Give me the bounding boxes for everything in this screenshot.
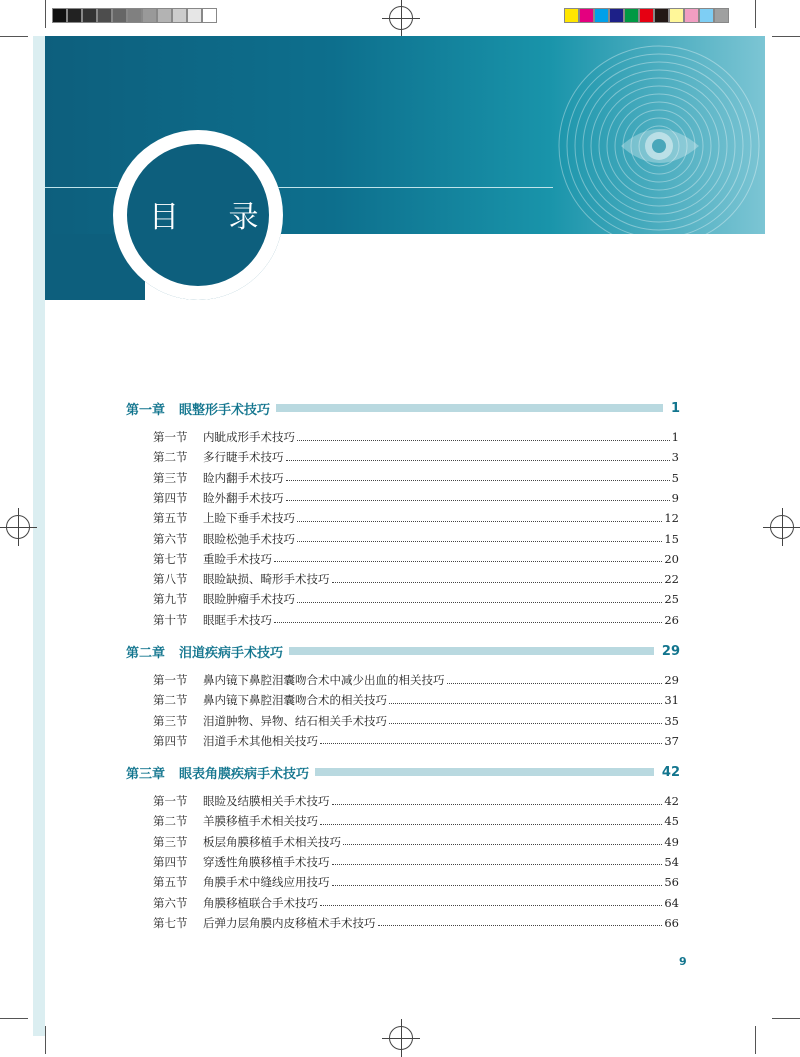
leader-dots — [286, 480, 670, 481]
crop-mark — [755, 0, 756, 28]
toc-entry — [153, 611, 679, 629]
section-title: 多行睫手术技巧 — [203, 450, 284, 465]
grayscale-swatches — [52, 8, 217, 23]
leader-dots — [332, 885, 663, 886]
color-swatch — [112, 8, 127, 23]
color-swatch — [127, 8, 142, 23]
section-page: 26 — [664, 612, 679, 627]
crop-mark — [0, 36, 28, 37]
chapter-title: 眼整形手术技巧 — [179, 402, 271, 418]
section-title: 角膜手术中缝线应用技巧 — [203, 875, 330, 890]
page-title: 目 录 — [149, 200, 279, 235]
section-page: 56 — [664, 875, 679, 890]
section-label: 第九节 — [153, 592, 188, 607]
color-swatch — [172, 8, 187, 23]
section-page: 9 — [671, 490, 679, 505]
leader-dots — [297, 521, 662, 522]
chapter-page: 29 — [661, 643, 680, 659]
color-swatch — [714, 8, 729, 23]
toc-entry — [153, 853, 679, 871]
crop-mark — [772, 1018, 800, 1019]
toc-entry — [153, 590, 679, 608]
chapter-label: 第一章 — [126, 402, 166, 418]
leader-dots — [320, 743, 662, 744]
crop-mark — [755, 1026, 756, 1054]
leader-dots — [389, 723, 662, 724]
toc-entry — [153, 509, 679, 527]
leader-dots — [297, 440, 670, 441]
chapter-label: 第三章 — [126, 766, 166, 782]
left-margin-strip — [33, 36, 45, 1036]
section-title: 泪道肿物、异物、结石相关手术技巧 — [203, 713, 387, 728]
section-page: 20 — [664, 551, 679, 566]
toc-entry — [153, 894, 679, 912]
registration-mark-right — [770, 515, 794, 539]
leader-dots — [320, 905, 662, 906]
toc-entry — [153, 833, 679, 851]
leader-dots — [286, 460, 670, 461]
section-page: 35 — [664, 713, 679, 728]
toc-entry — [153, 792, 679, 810]
eye-decoration — [553, 36, 765, 234]
color-swatch — [624, 8, 639, 23]
section-title: 眼睑缺损、畸形手术技巧 — [203, 572, 330, 587]
chapter-page: 42 — [661, 764, 680, 780]
section-title: 睑外翻手术技巧 — [203, 490, 284, 505]
leader-dots — [274, 622, 662, 623]
toc-entry — [153, 732, 679, 750]
section-title: 板层角膜移植手术相关技巧 — [203, 834, 341, 849]
section-page: 25 — [664, 592, 679, 607]
color-swatch — [82, 8, 97, 23]
section-page: 22 — [664, 572, 679, 587]
section-title: 羊膜移植手术相关技巧 — [203, 814, 318, 829]
toc-entry — [153, 812, 679, 830]
color-swatch — [579, 8, 594, 23]
crop-mark — [45, 0, 46, 28]
leader-dots — [320, 824, 662, 825]
color-swatch — [564, 8, 579, 23]
leader-dots — [378, 925, 663, 926]
section-label: 第六节 — [153, 531, 188, 546]
chapter-heading — [126, 641, 680, 661]
section-label: 第五节 — [153, 511, 188, 526]
chapter-heading — [126, 398, 680, 418]
color-swatch — [52, 8, 67, 23]
section-page: 54 — [664, 854, 679, 869]
section-title: 后弹力层角膜内皮移植术手术技巧 — [203, 915, 376, 930]
leader-dots — [447, 683, 663, 684]
section-label: 第七节 — [153, 915, 188, 930]
registration-mark-top — [389, 6, 413, 30]
section-title: 内眦成形手术技巧 — [203, 430, 295, 444]
section-label: 第五节 — [153, 875, 188, 890]
section-label: 第四节 — [153, 854, 188, 869]
toc-entry — [153, 530, 679, 548]
section-label: 第二节 — [153, 450, 188, 465]
toc-entry — [153, 712, 679, 730]
section-title: 眼睑肿瘤手术技巧 — [203, 592, 295, 607]
color-swatch — [142, 8, 157, 23]
section-title: 眼睑松弛手术技巧 — [203, 531, 295, 546]
color-swatch — [639, 8, 654, 23]
leader-dots — [274, 561, 662, 562]
toc-entry — [153, 914, 679, 932]
toc-entry — [153, 428, 679, 446]
chapter-label: 第二章 — [126, 645, 166, 661]
crop-mark — [45, 1026, 46, 1054]
leader-dots — [389, 703, 662, 704]
section-title: 眼睑及结膜相关手术技巧 — [203, 794, 330, 808]
section-page: 5 — [671, 470, 679, 485]
section-label: 第二节 — [153, 814, 188, 829]
leader-dots — [332, 864, 663, 865]
section-label: 第二节 — [153, 693, 188, 708]
toc-entry — [153, 550, 679, 568]
section-label: 第八节 — [153, 572, 188, 587]
section-page: 45 — [664, 814, 679, 829]
section-label: 第三节 — [153, 834, 188, 849]
section-page: 1 — [671, 430, 679, 444]
section-page: 66 — [664, 915, 679, 930]
section-title: 重睑手术技巧 — [203, 551, 272, 566]
color-swatch — [699, 8, 714, 23]
section-page: 42 — [664, 794, 679, 808]
toc-entry — [153, 873, 679, 891]
color-swatch — [669, 8, 684, 23]
chapter-title: 眼表角膜疾病手术技巧 — [179, 766, 310, 782]
color-swatch — [609, 8, 624, 23]
color-swatch — [187, 8, 202, 23]
section-page: 64 — [664, 895, 679, 910]
section-label: 第七节 — [153, 551, 188, 566]
color-swatch — [654, 8, 669, 23]
toc-entry — [153, 469, 679, 487]
color-swatch — [157, 8, 172, 23]
chapter-bar — [276, 404, 663, 412]
section-title: 上睑下垂手术技巧 — [203, 511, 295, 526]
leader-dots — [297, 541, 662, 542]
section-label: 第一节 — [153, 794, 188, 808]
section-label: 第四节 — [153, 490, 188, 505]
color-swatch — [97, 8, 112, 23]
color-swatch — [202, 8, 217, 23]
section-label: 第六节 — [153, 895, 188, 910]
toc-entry — [153, 671, 679, 689]
section-page: 29 — [664, 673, 679, 687]
registration-mark-bottom — [389, 1026, 413, 1050]
leader-dots — [332, 582, 663, 583]
page-number: 9 — [679, 955, 687, 968]
chapter-bar — [289, 647, 654, 655]
leader-dots — [286, 500, 670, 501]
toc-entry — [153, 489, 679, 507]
section-label: 第十节 — [153, 612, 188, 627]
section-title: 眼眶手术技巧 — [203, 612, 272, 627]
chapter-bar — [315, 768, 654, 776]
color-swatch — [67, 8, 82, 23]
section-page: 49 — [664, 834, 679, 849]
color-swatches — [564, 8, 729, 23]
section-label: 第一节 — [153, 430, 188, 444]
crop-mark — [772, 36, 800, 37]
toc-entry — [153, 448, 679, 466]
chapter-page: 1 — [670, 400, 680, 416]
color-swatch — [684, 8, 699, 23]
toc-entry — [153, 570, 679, 588]
section-label: 第三节 — [153, 713, 188, 728]
section-page: 37 — [664, 733, 679, 748]
crop-mark — [0, 1018, 28, 1019]
chapter-heading — [126, 762, 680, 782]
chapter-title: 泪道疾病手术技巧 — [179, 645, 284, 661]
leader-dots — [332, 804, 663, 805]
section-label: 第一节 — [153, 673, 188, 687]
leader-dots — [343, 844, 662, 845]
section-page: 31 — [664, 693, 679, 708]
section-label: 第三节 — [153, 470, 188, 485]
registration-mark-left — [6, 515, 30, 539]
section-title: 睑内翻手术技巧 — [203, 470, 284, 485]
section-page: 12 — [664, 511, 679, 526]
section-page: 15 — [664, 531, 679, 546]
color-swatch — [594, 8, 609, 23]
section-title: 鼻内镜下鼻腔泪囊吻合术的相关技巧 — [203, 693, 387, 708]
section-title: 角膜移植联合手术技巧 — [203, 895, 318, 910]
toc-entry — [153, 691, 679, 709]
section-page: 3 — [671, 450, 679, 465]
section-title: 泪道手术其他相关技巧 — [203, 733, 318, 748]
section-title: 鼻内镜下鼻腔泪囊吻合术中减少出血的相关技巧 — [203, 673, 445, 687]
leader-dots — [297, 602, 662, 603]
section-title: 穿透性角膜移植手术技巧 — [203, 854, 330, 869]
section-label: 第四节 — [153, 733, 188, 748]
